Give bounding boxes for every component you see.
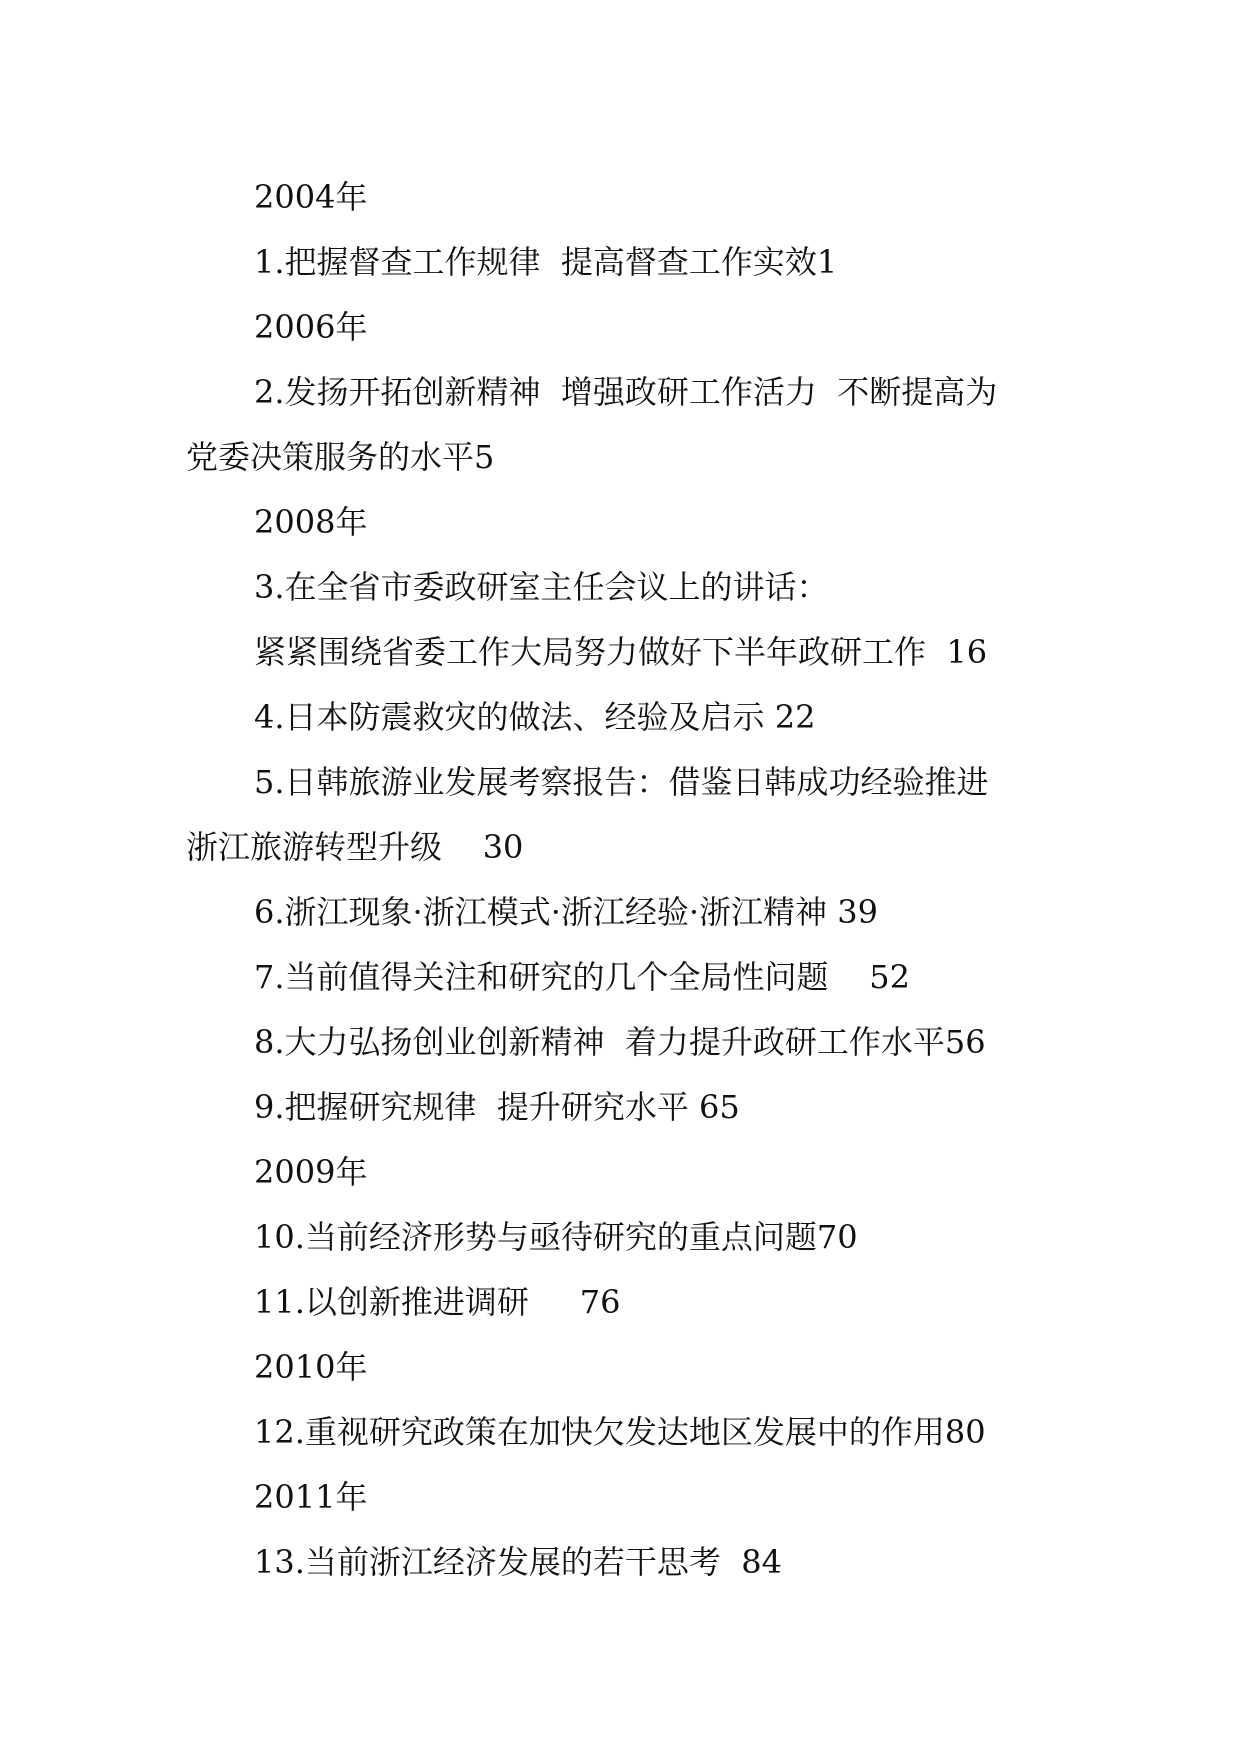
toc-entry-continuation: 党委决策服务的水平5 <box>186 438 495 476</box>
toc-year-heading: 2008年 <box>254 503 368 541</box>
toc-entry: 7.当前值得关注和研究的几个全局性问题 52 <box>254 958 910 996</box>
toc-entry: 12.重视研究政策在加快欠发达地区发展中的作用80 <box>254 1413 986 1451</box>
toc-entry: 3.在全省市委政研室主任会议上的讲话： <box>254 568 829 606</box>
toc-entry-continuation: 浙江旅游转型升级 30 <box>186 828 524 866</box>
toc-year-heading: 2006年 <box>254 308 368 346</box>
toc-entry: 5.日韩旅游业发展考察报告：借鉴日韩成功经验推进 <box>254 763 989 801</box>
toc-entry: 4.日本防震救灾的做法、经验及启示 22 <box>254 698 816 736</box>
toc-entry: 2.发扬开拓创新精神 增强政研工作活力 不断提高为 <box>254 373 998 411</box>
toc-entry: 紧紧围绕省委工作大局努力做好下半年政研工作 16 <box>254 633 988 671</box>
table-of-contents <box>186 165 1056 1595</box>
toc-year-heading: 2004年 <box>254 178 368 216</box>
toc-entry: 8.大力弘扬创业创新精神 着力提升政研工作水平56 <box>254 1023 986 1061</box>
toc-year-heading: 2011年 <box>254 1478 368 1516</box>
toc-entry: 1.把握督查工作规律 提高督查工作实效1 <box>254 243 838 281</box>
toc-entry: 10.当前经济形势与亟待研究的重点问题70 <box>254 1218 858 1256</box>
toc-entry: 13.当前浙江经济发展的若干思考 84 <box>254 1543 782 1581</box>
toc-year-heading: 2009年 <box>254 1153 368 1191</box>
toc-year-heading: 2010年 <box>254 1348 368 1386</box>
toc-entry: 9.把握研究规律 提升研究水平 65 <box>254 1088 740 1126</box>
toc-entry: 6.浙江现象·浙江模式·浙江经验·浙江精神 39 <box>254 893 878 931</box>
toc-entry: 11.以创新推进调研 76 <box>254 1283 621 1321</box>
